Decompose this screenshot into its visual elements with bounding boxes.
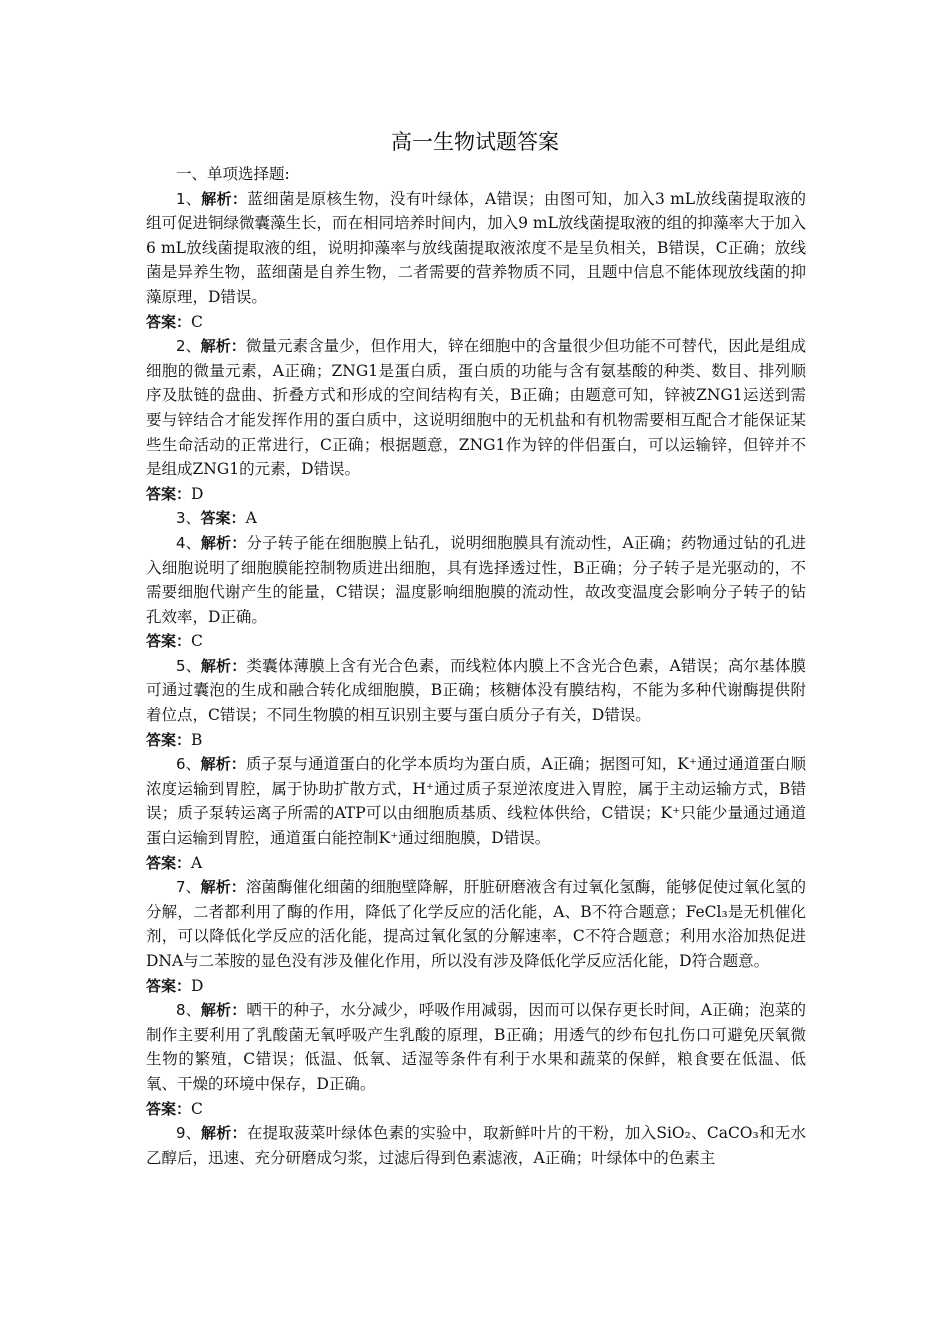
analysis-text: 蓝细菌是原核生物，没有叶绿体，A错误；由图可知，加入3 mL放线菌提取液的组可促进铜绿微囊藻生长，而在相同培养时间内，加入9 mL放线菌提取液的组的抑藻率大于加入6 mL放线菌提取液的组，说明抑藻率与放线菌提取液浓度不是呈负相关，B错误，C正确；放线菌是异养生物，蓝细菌是自养生物，二者需要的营养物质不同，且题中信息不能体现放线菌的抑藻原理，D错误。 bbox=[146, 189, 806, 306]
question-6-answer bbox=[146, 851, 806, 876]
section-heading: 一、单项选择题: bbox=[176, 165, 290, 183]
analysis-label: 解析： bbox=[200, 656, 247, 675]
answer-label: 答案： bbox=[146, 730, 192, 749]
question-number: 5、 bbox=[176, 656, 201, 675]
analysis-label: 解析： bbox=[200, 755, 246, 774]
answer-label: 答案： bbox=[146, 484, 192, 503]
question-6-analysis bbox=[146, 752, 806, 850]
question-5-analysis bbox=[146, 654, 806, 728]
analysis-label: 解析： bbox=[200, 878, 246, 897]
answer-label: 答案： bbox=[200, 509, 246, 528]
question-number: 3、 bbox=[176, 509, 201, 528]
question-number: 7、 bbox=[176, 878, 201, 897]
answer-value: D bbox=[191, 976, 204, 995]
analysis-text: 分子转子能在细胞膜上钻孔，说明细胞膜具有流动性，A正确；药物通过钻的孔进入细胞说明了细胞膜能控制物质进出细胞，具有选择透过性，B正确；分子转子是光驱动的，不需要细胞代谢产生的能量，C错误；温度影响细胞膜的流动性，故改变温度会影响分子转子的钻孔效率，D正确。 bbox=[146, 533, 806, 626]
question-4-analysis bbox=[146, 531, 806, 629]
page-title: 高一生物试题答案 bbox=[391, 130, 559, 154]
question-number: 2、 bbox=[176, 337, 201, 356]
analysis-text: 类囊体薄膜上含有光合色素，而线粒体内膜上不含光合色素，A错误；高尔基体膜可通过囊泡的生成和融合转化成细胞膜，B正确；核糖体没有膜结构，不能为多种代谢酶提供附着位点，C错误；不同生物膜的相互识别主要与蛋白质分子有关，D错误。 bbox=[146, 656, 806, 725]
question-9-analysis bbox=[146, 1121, 806, 1170]
answer-value: A bbox=[245, 509, 257, 528]
answer-label: 答案： bbox=[146, 1099, 192, 1118]
analysis-text: 微量元素含量少，但作用大，锌在细胞中的含量很少但功能不可替代，因此是组成细胞的微量元素，A正确；ZNG1是蛋白质，蛋白质的功能与含有氨基酸的种类、数目、排列顺序及肽链的盘曲、折叠方式和形成的空间结构有关，B正确；由题意可知，锌被ZNG1运送到需要与锌结合才能发挥作用的蛋白质中，这说明细胞中的无机盐和有机物需要相互配合才能保证某些生命活动的正常进行，C正确；根据题意，ZNG1作为锌的伴侣蛋白，可以运输锌，但锌并不是组成ZNG1的元素，D错误。 bbox=[146, 337, 806, 479]
analysis-text: 溶菌酶催化细菌的细胞壁降解，肝脏研磨液含有过氧化氢酶，能够促使过氧化氢的分解，二者都利用了酶的作用，降低了化学反应的活化能，A、B不符合题意；FeCl₃是无机催化剂，可以降低化学反应的活化能，提高过氧化氢的分解速率，C不符合题意；利用水浴加热促进DNA与二苯胺的显色没有涉及催化作用，所以没有涉及降低化学反应活化能，D符合题意。 bbox=[146, 878, 806, 970]
question-2-analysis bbox=[146, 334, 806, 482]
answer-value: C bbox=[191, 1099, 203, 1118]
question-number: 1、 bbox=[176, 189, 202, 208]
answer-value: A bbox=[191, 853, 203, 872]
question-4-answer bbox=[146, 629, 806, 654]
document-body bbox=[146, 162, 806, 1170]
question-number: 4、 bbox=[176, 533, 201, 552]
analysis-text: 晒干的种子，水分减少，呼吸作用减弱，因而可以保存更长时间，A正确；泡菜的制作主要利用了乳酸菌无氧呼吸产生乳酸的原理，B正确；用透气的纱布包扎伤口可避免厌氧微生物的繁殖，C错误；低温、低氧、适湿等条件有利于水果和蔬菜的保鲜，粮食要在低温、低氧、干燥的环境中保存，D正确。 bbox=[146, 1001, 806, 1093]
analysis-label: 解析： bbox=[200, 337, 246, 356]
question-number: 6、 bbox=[176, 755, 201, 774]
question-7-analysis bbox=[146, 875, 806, 973]
question-5-answer bbox=[146, 728, 806, 753]
answer-label: 答案： bbox=[146, 312, 192, 331]
question-2-answer bbox=[146, 482, 806, 507]
question-7-answer bbox=[146, 974, 806, 999]
question-8-analysis bbox=[146, 998, 806, 1096]
answer-value: D bbox=[191, 484, 204, 503]
answer-value: C bbox=[191, 632, 203, 651]
analysis-label: 解析： bbox=[201, 189, 248, 208]
question-1-answer bbox=[146, 310, 806, 335]
answer-label: 答案： bbox=[146, 976, 192, 995]
question-1-analysis bbox=[146, 187, 806, 310]
answer-value: B bbox=[191, 730, 203, 749]
answer-value: C bbox=[191, 312, 203, 331]
analysis-text: 质子泵与通道蛋白的化学本质均为蛋白质，A正确；据图可知，K⁺通过通道蛋白顺浓度运输到胃腔，属于协助扩散方式，H⁺通过质子泵逆浓度进入胃腔，属于主动运输方式，B错误；质子泵转运离子所需的ATP可以由细胞质基质、线粒体供给，C错误；K⁺只能少量通过通道蛋白运输到胃腔，通道蛋白能控制K⁺通过细胞膜，D错误。 bbox=[146, 755, 806, 848]
analysis-text: 在提取菠菜叶绿体色素的实验中，取新鲜叶片的干粉，加入SiO₂、CaCO₃和无水乙醇后，迅速、充分研磨成匀浆，过滤后得到色素滤液，A正确；叶绿体中的色素主 bbox=[146, 1124, 806, 1167]
question-number: 8、 bbox=[176, 1001, 201, 1020]
answer-label: 答案： bbox=[146, 853, 192, 872]
analysis-label: 解析： bbox=[201, 1124, 247, 1143]
analysis-label: 解析： bbox=[200, 533, 247, 552]
question-8-answer bbox=[146, 1097, 806, 1122]
question-number: 9、 bbox=[176, 1124, 202, 1143]
question-3-answer bbox=[146, 506, 806, 531]
analysis-label: 解析： bbox=[200, 1001, 247, 1020]
answer-label: 答案： bbox=[146, 632, 192, 651]
